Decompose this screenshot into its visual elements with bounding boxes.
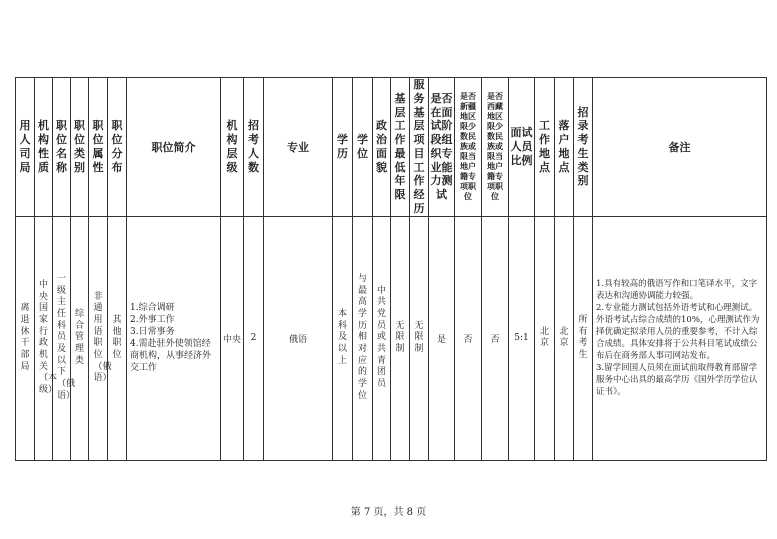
position-table (15, 77, 767, 461)
header-hukou: 落户地点 (558, 119, 570, 174)
header-cell (593, 78, 767, 217)
note-line: 1.具有较高的俄语写作和口笔译水平，文字表达和沟通协调能力较强。 (596, 279, 758, 302)
header-cell (482, 78, 509, 217)
cell-notes (593, 216, 767, 461)
cell-intro (127, 216, 221, 461)
cell-candidate-type: 所有考生 (574, 216, 593, 461)
header-cell (455, 78, 482, 217)
page-footer: 第 7 页，共 8 页 (350, 507, 427, 518)
header-cell (429, 78, 455, 217)
header-cell (127, 78, 221, 217)
cell-dept: 离退休干部局 (16, 216, 35, 461)
header-distribution: 职位分布 (111, 119, 123, 174)
header-test: 是否在面试阶段组织专业能力测试 (430, 91, 453, 201)
header-cell (373, 78, 391, 217)
header-candidate-type: 招录考生类别 (577, 105, 589, 188)
cell-level: 中央 (221, 216, 244, 461)
header-cell (16, 78, 35, 217)
cell-test: 是 (429, 216, 455, 461)
header-cell (221, 78, 244, 217)
intro-line: 3.日常事务 (130, 327, 175, 338)
cell-education: 本科及以上 (333, 216, 353, 461)
cell-distribution: 其他职位 (108, 216, 127, 461)
cell-degree: 与最高学历相对应的学位 (353, 216, 373, 461)
header-title: 职位名称 (56, 119, 67, 174)
cell-tibet: 否 (482, 216, 509, 461)
header-notes: 备注 (668, 140, 691, 154)
header-cell (244, 78, 264, 217)
header-grassroots: 服务基层项目工作经历 (413, 78, 425, 215)
header-political: 政治面貌 (376, 119, 387, 174)
header-row (16, 78, 767, 217)
cell-category: 综合管理类 (71, 216, 89, 461)
cell-attribute: 非通用语职位（俄语） (89, 216, 108, 461)
header-cell (333, 78, 353, 217)
header-work-place: 工作地点 (539, 119, 550, 174)
header-cell (391, 78, 410, 217)
header-level: 机构层级 (226, 119, 238, 174)
header-dept: 用人司局 (19, 119, 31, 174)
header-cell (35, 78, 53, 217)
header-attribute: 职位属性 (92, 119, 104, 174)
cell-political: 中共党员或共青团员 (373, 216, 391, 461)
cell-grassroots: 无限制 (410, 216, 429, 461)
intro-line: 4.需赴驻外使领馆经商机构，从事经济外交工作 (130, 339, 212, 374)
cell-ratio: 5:1 (509, 216, 535, 461)
cell-xinjiang: 否 (455, 216, 482, 461)
header-count: 招考人数 (248, 119, 259, 174)
table-row (16, 216, 767, 461)
note-line: 3.留学回国人员须在面试前取得教育部留学服务中心出具的最高学历《国外学历学位认证书》。 (596, 363, 758, 398)
header-tibet: 是否西藏地区限少数民族或限当地户籍专项职位 (487, 91, 503, 201)
cell-work-place: 北京 (535, 216, 555, 461)
header-cell (53, 78, 71, 217)
header-nature: 机构性质 (38, 119, 49, 174)
header-cell (108, 78, 127, 217)
header-major: 专业 (287, 140, 309, 154)
cell-min-years: 无限制 (391, 216, 410, 461)
note-line: 2.专业能力测试包括外语考试和心理测试。外语考试占综合成绩的10%，心理测试作为择优确定拟录用人员的重要参考，不计入综合成绩。具体安排将于公共科目笔试成绩公布后在商务部人事司网站发布。 (596, 303, 760, 362)
header-cell (509, 78, 535, 217)
header-cell (555, 78, 574, 217)
intro-line: 2.外事工作 (130, 315, 175, 326)
cell-title: 一级主任科员及以下（俄语） (53, 216, 71, 461)
cell-major: 俄语 (264, 216, 333, 461)
header-intro: 职位简介 (151, 140, 196, 154)
cell-count: 2 (244, 216, 264, 461)
header-cell (353, 78, 373, 217)
header-education: 学历 (337, 133, 348, 160)
header-category: 职位类别 (74, 119, 85, 174)
header-degree: 学位 (357, 133, 368, 160)
header-min-years: 基层工作最低年限 (394, 91, 406, 201)
header-cell (89, 78, 108, 217)
header-cell (574, 78, 593, 217)
header-cell (535, 78, 555, 217)
header-cell (71, 78, 89, 217)
header-ratio: 面试人员比例 (510, 126, 533, 167)
header-xinjiang: 是否新疆地区限少数民族或限当地户籍专项职位 (460, 91, 476, 201)
cell-nature: 中央国家行政机关（本级） (35, 216, 53, 461)
header-cell (264, 78, 333, 217)
header-cell (410, 78, 429, 217)
cell-hukou: 北京 (555, 216, 574, 461)
intro-line: 1.综合调研 (130, 303, 175, 314)
